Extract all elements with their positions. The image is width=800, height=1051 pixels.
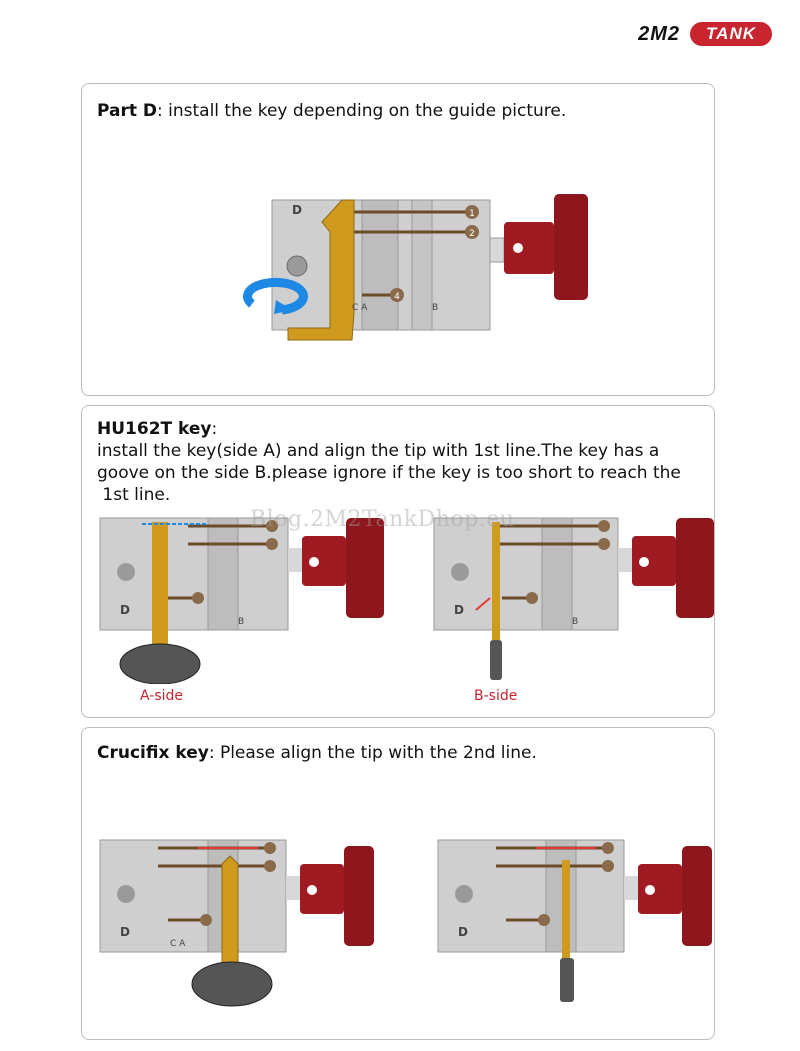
hu162t-line-1: install the key(side A) and align the tip with 1st line.The key has a — [97, 441, 660, 461]
hu162t-b-side-illustration — [432, 514, 722, 684]
svg-text:D: D — [458, 925, 468, 939]
part-d-heading: Part D — [97, 101, 158, 121]
crucifix-illustration-left — [98, 836, 388, 1016]
svg-text:2: 2 — [469, 229, 475, 239]
crucifix-illustration-right — [436, 836, 726, 1016]
brand-tank-logo: TANK — [690, 22, 772, 46]
svg-text:B: B — [238, 617, 245, 627]
watermark: Blog.2M2TankDhop.eu — [250, 507, 515, 532]
hu162t-line-3: 1st line. — [97, 485, 171, 505]
hu162t-heading: HU162T key — [97, 419, 212, 439]
part-d-instruction — [97, 100, 566, 122]
b-side-caption: B-side — [474, 688, 518, 704]
part-d-text: : install the key depending on the guide picture. — [157, 101, 567, 121]
crucifix-text: : Please align the tip with the 2nd line. — [208, 743, 537, 763]
hu162t-colon: : — [211, 419, 218, 439]
crucifix-instruction — [97, 742, 537, 764]
hu162t-heading-line — [97, 418, 217, 440]
hu162t-a-side-illustration — [98, 514, 388, 684]
svg-text:D: D — [120, 925, 130, 939]
svg-text:B: B — [572, 617, 579, 627]
part-d-card — [81, 83, 715, 396]
svg-text:B: B — [432, 303, 439, 313]
hu162t-card — [81, 405, 715, 718]
svg-text:C A: C A — [170, 939, 186, 949]
crucifix-heading: Crucifix key — [97, 743, 209, 763]
part-d-fixture-illustration — [222, 192, 632, 362]
svg-text:1: 1 — [469, 209, 475, 219]
brand-2m2-logo: 2M2 — [638, 22, 681, 45]
svg-text:D: D — [454, 603, 464, 617]
svg-text:D: D — [120, 603, 130, 617]
hu162t-line-2: goove on the side B.please ignore if the key is too short to reach the — [97, 463, 681, 483]
crucifix-card — [81, 727, 715, 1040]
svg-text:D: D — [292, 203, 302, 217]
svg-text:4: 4 — [394, 292, 400, 302]
brand-logo — [638, 22, 772, 46]
a-side-caption: A-side — [140, 688, 184, 704]
svg-text:C A: C A — [352, 303, 368, 313]
